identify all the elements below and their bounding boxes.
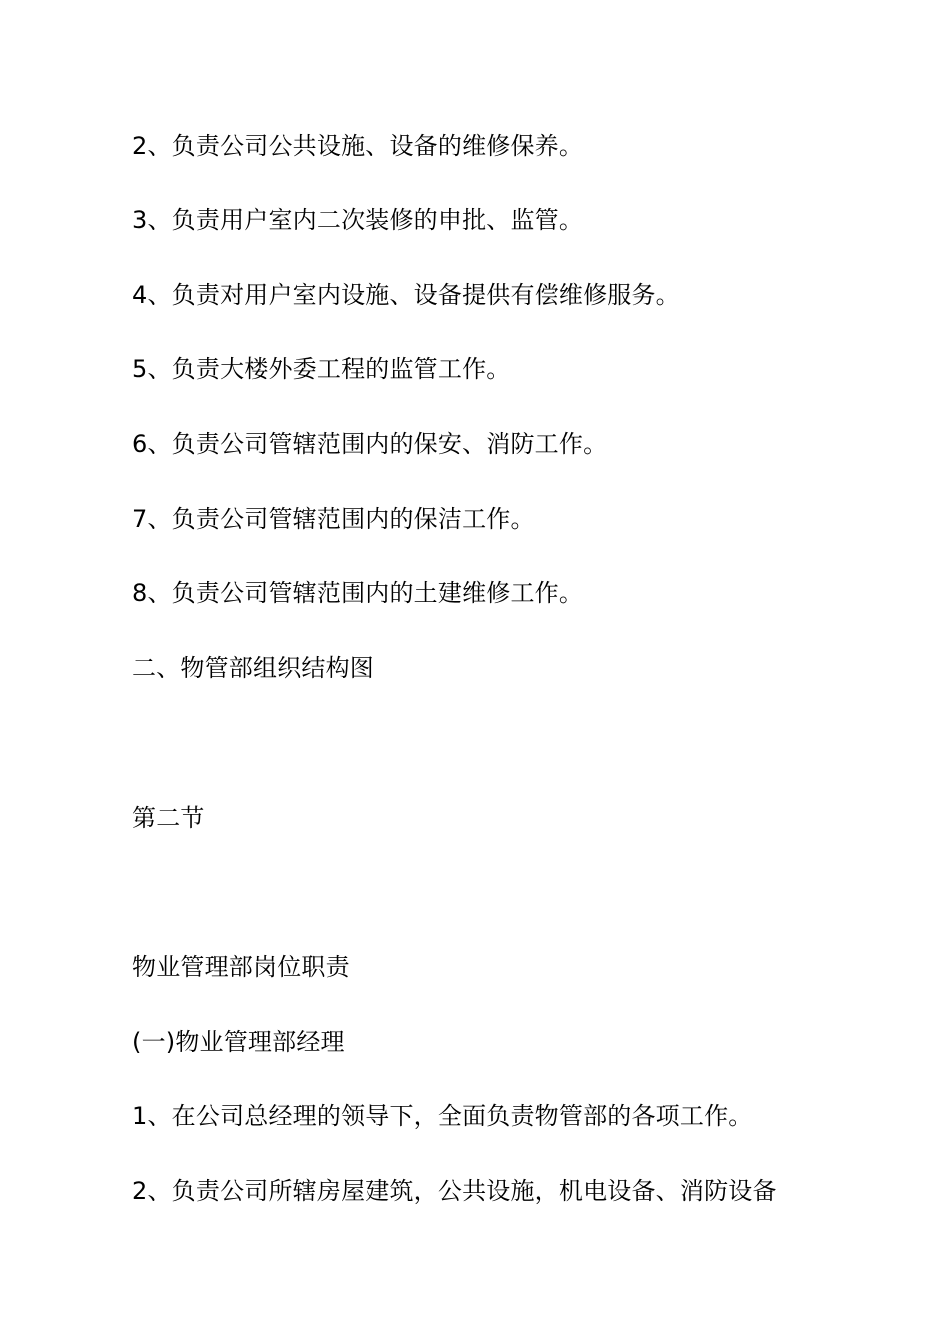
subsection-heading: (一)物业管理部经理 [132,1028,345,1056]
section-heading-org-chart: 二、物管部组织结构图 [132,654,374,682]
duty-item-8: 8、负责公司管辖范围内的土建维修工作。 [132,579,584,607]
manager-duty-1: 1、在公司总经理的领导下，全面负责物管部的各项工作。 [132,1102,753,1130]
section-number: 第二节 [132,804,205,832]
duty-item-2: 2、负责公司公共设施、设备的维修保养。 [132,132,584,160]
section-title: 物业管理部岗位职责 [132,953,350,981]
duty-item-4: 4、负责对用户室内设施、设备提供有偿维修服务。 [132,281,680,309]
duty-item-7: 7、负责公司管辖范围内的保洁工作。 [132,505,535,533]
duty-item-5: 5、负责大楼外委工程的监管工作。 [132,355,511,383]
duty-item-3: 3、负责用户室内二次装修的申批、监管。 [132,206,584,234]
duty-item-6: 6、负责公司管辖范围内的保安、消防工作。 [132,430,608,458]
manager-duty-2: 2、负责公司所辖房屋建筑，公共设施，机电设备、消防设备 [132,1177,777,1205]
